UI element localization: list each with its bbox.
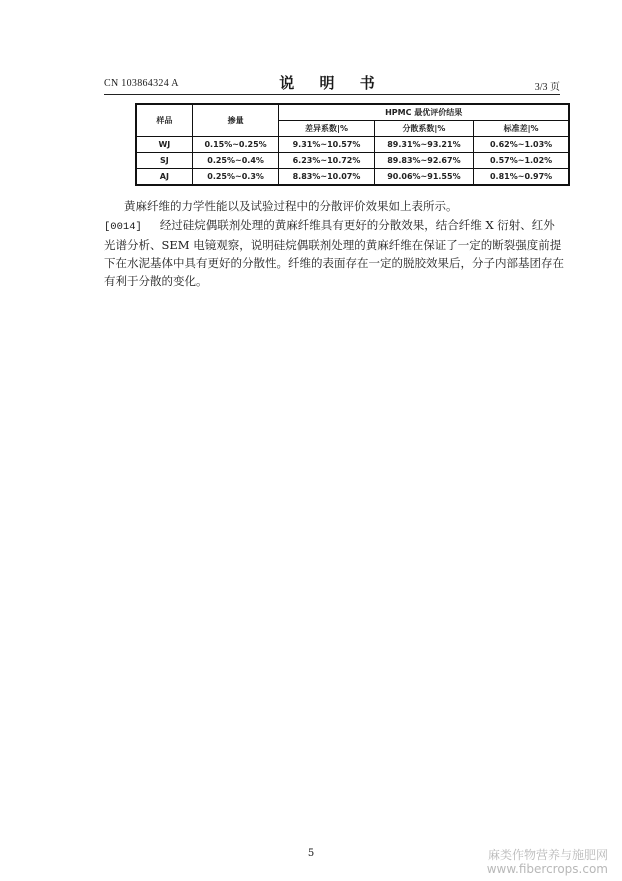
cell-diff: 6.23%~10.72% [279,153,374,169]
results-table [135,103,570,186]
table-row [136,169,569,186]
page-number: 5 [307,848,315,859]
paragraph-text: 经过硅烷偶联剂处理的黄麻纤维具有更好的分散效果，结合纤维 X 衍射、红外光谱分析、SEM 电镜观察，说明硅烷偶联剂处理的黄麻纤维在保证了一定的断裂强度前提下在水泥基体中具有更好的分散性。纤维的表面存在一定的脱胶效果后，分子内部基团存在有利于分散的变化。 [104,218,564,288]
paragraph-0014 [104,216,564,290]
cell-dosage: 0.25%~0.3% [192,169,279,186]
cell-sample: SJ [136,153,192,169]
header-hpmc-group: HPMC 最优评价结果 [279,104,569,121]
header-dosage: 掺量 [192,104,279,137]
header-dispersion-coefficient: 分散系数|% [374,121,474,137]
cell-disp: 89.83%~92.67% [374,153,474,169]
table-row [136,137,569,153]
cell-sample: AJ [136,169,192,186]
page-indicator: 3/3 页 [534,82,560,93]
header-std-dev: 标准差|% [474,121,569,137]
table-caption: 黄麻纤维的力学性能以及试验过程中的分散评价效果如上表所示。 [124,199,458,213]
cell-std: 0.81%~0.97% [474,169,569,186]
cell-dosage: 0.25%~0.4% [192,153,279,169]
header-sample: 样品 [136,104,192,137]
paragraph-tag: [0014] [104,221,142,233]
patent-number: CN 103864324 A [104,78,179,89]
watermark [487,848,608,876]
watermark-url: www.fibercrops.com [486,862,608,876]
cell-diff: 8.83%~10.07% [279,169,374,186]
table-row [136,153,569,169]
document-header [104,72,560,95]
header-diff-coefficient: 差异系数|% [279,121,374,137]
cell-disp: 90.06%~91.55% [374,169,474,186]
cell-std: 0.57%~1.02% [474,153,569,169]
cell-dosage: 0.15%~0.25% [192,137,279,153]
table-header-row [136,104,569,121]
cell-disp: 89.31%~93.21% [374,137,474,153]
cell-sample: WJ [136,137,192,153]
cell-std: 0.62%~1.03% [474,137,569,153]
document-title: 说 明 书 [279,74,385,92]
cell-diff: 9.31%~10.57% [279,137,374,153]
watermark-site-name: 麻类作物营养与施肥网 [487,848,608,862]
